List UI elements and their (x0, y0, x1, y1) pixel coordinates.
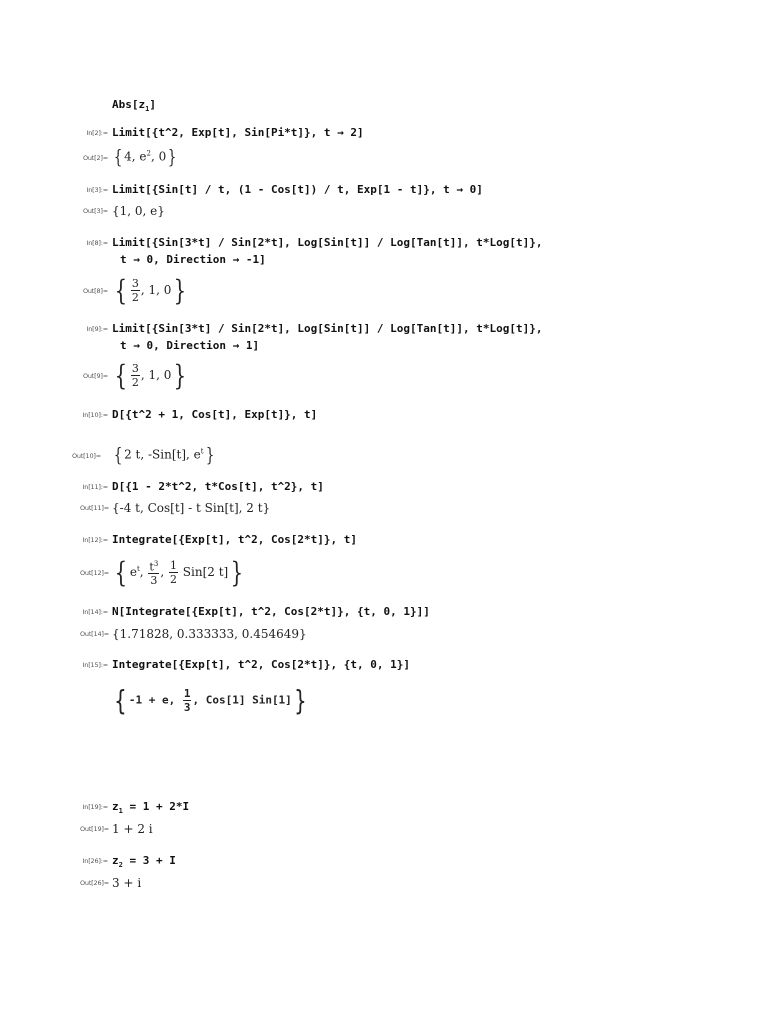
output-label: Out[10]= (72, 452, 101, 460)
input-integrate-15[interactable]: Integrate[{Exp[t], t^2, Cos[2*t]}, {t, 0, 1}] (112, 658, 411, 671)
input-limit-9-line2[interactable]: t → 0, Direction → 1] (120, 339, 260, 352)
output-label: Out[9]= (82, 372, 108, 380)
output-limit-3: {1, 0, e} (112, 204, 165, 218)
fraction: $\frac{1}{3}$ (183, 687, 191, 714)
input-label: In[26]:= (82, 857, 108, 865)
input-label: In[2]:= (86, 129, 108, 137)
input-label: In[11]:= (82, 483, 108, 491)
output-n-14: {1.71828, 0.333333, 0.454649} (112, 627, 307, 641)
input-integrate-12[interactable]: Integrate[{Exp[t], t^2, Cos[2*t]}, t] (112, 533, 358, 546)
input-limit-8-line2[interactable]: t → 0, Direction → -1] (120, 253, 266, 266)
output-limit-8: { $\frac{3}{2}$ , 1, 0} (114, 274, 187, 307)
input-label: In[12]:= (82, 536, 108, 544)
fraction: $\frac{1}{2}$ (169, 559, 177, 586)
output-label: Out[8]= (82, 287, 108, 295)
fraction: $\frac{3}{2}$ (131, 277, 139, 304)
fraction: $\frac{3}{2}$ (131, 362, 139, 389)
fraction: $\frac{t^3}{3}$ (149, 559, 159, 588)
input-label: In[9]:= (86, 325, 108, 333)
input-limit-3[interactable]: Limit[{Sin[t] / t, (1 - Cos[t]) / t, Exp[1 - t]}, t → 0] (112, 183, 483, 196)
input-limit-8-line1[interactable]: Limit[{Sin[3*t] / Sin[2*t], Log[Sin[t]] / Log[Tan[t]], t*Log[t]}, (112, 236, 543, 249)
output-label: Out[12]= (80, 569, 109, 577)
output-limit-9: { $\frac{3}{2}$ , 1, 0} (114, 359, 187, 392)
input-label: In[3]:= (86, 186, 108, 194)
input-label: In[8]:= (86, 239, 108, 247)
input-d-11[interactable]: D[{1 - 2*t^2, t*Cos[t], t^2}, t] (112, 480, 324, 493)
output-limit-2: { 4, $e^2$, 0} (113, 146, 177, 168)
output-z1: 1 + 2 i (112, 822, 153, 836)
output-z2: 3 + i (112, 876, 142, 890)
output-label: Out[11]= (80, 504, 109, 512)
input-z1[interactable]: $z_1 = 1 + 2*I$ (112, 800, 190, 816)
output-label: Out[14]= (80, 630, 109, 638)
input-label: In[19]:= (82, 803, 108, 811)
output-integrate-12: { $e^t$, $\frac{t^3}{3}$ , $\frac{1}{2}$ Sin[2 t]} (114, 556, 244, 589)
output-label: Out[3]= (82, 207, 108, 215)
output-d-10: { 2 t, -Sin[t], $e^t$} (113, 444, 214, 466)
input-z2[interactable]: $z_2 = 3 + I$ (112, 854, 176, 870)
output-label: Out[26]= (80, 879, 109, 887)
input-limit-2[interactable]: Limit[{t^2, Exp[t], Sin[Pi*t]}, t → 2] (112, 126, 364, 139)
output-d-11: {-4 t, Cos[t] - t Sin[t], 2 t} (112, 501, 271, 515)
input-label: In[15]:= (82, 661, 108, 669)
input-label: In[10]:= (82, 411, 108, 419)
input-n-14[interactable]: N[Integrate[{Exp[t], t^2, Cos[2*t]}, {t, 0, 1}]] (112, 605, 430, 618)
output-label: Out[19]= (80, 825, 109, 833)
input-limit-9-line1[interactable]: Limit[{Sin[3*t] / Sin[2*t], Log[Sin[t]] / Log[Tan[t]], t*Log[t]}, (112, 322, 543, 335)
input-label: In[14]:= (82, 608, 108, 616)
output-label: Out[2]= (82, 154, 108, 162)
input-abs[interactable]: $Abs[z_1]$ (112, 98, 156, 114)
output-integrate-15: { -1 + e, $\frac{1}{3}$ , Cos[1] Sin[1]} (114, 684, 307, 717)
input-d-10[interactable]: D[{t^2 + 1, Cos[t], Exp[t]}, t] (112, 408, 318, 421)
